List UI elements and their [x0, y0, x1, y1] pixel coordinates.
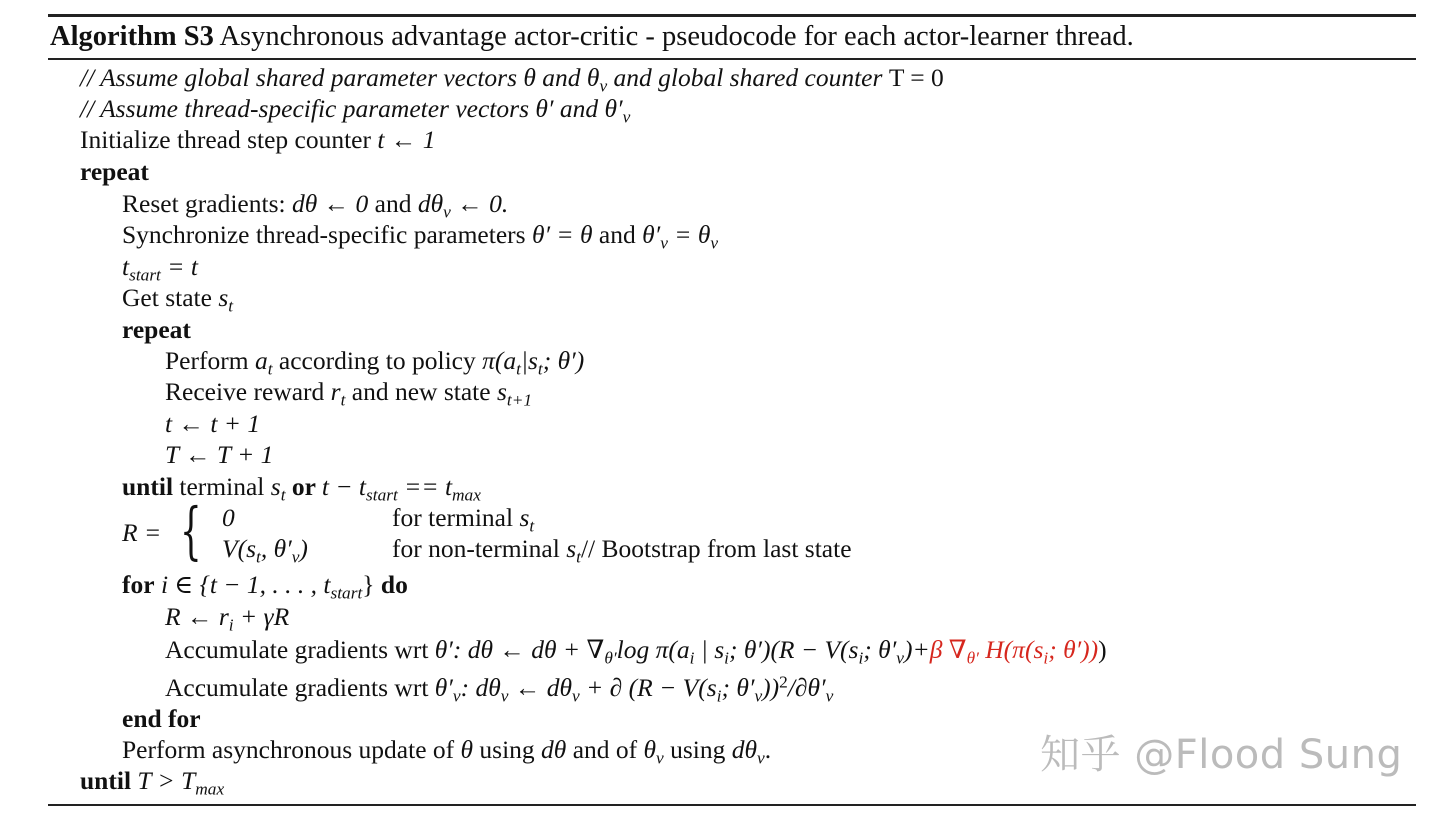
- top-rule: [48, 14, 1416, 17]
- repeat-outer-keyword: repeat: [80, 157, 149, 186]
- policy-gradient-line: Accumulate gradients wrt θ′: dθ ← $d\theta + \nabla_{\theta'}\log$ $\pi(a_i$ | $s_i$; $\theta')(R - V(s_i$; $\theta'_v)+\beta$ $\nabla_{\theta'}$ $H(\pi(s_i$; θ′))): [165, 635, 1107, 668]
- case-terminal-value: 0: [222, 503, 235, 532]
- comment-thread-params: // Assume thread-specific parameter vectors θ′ and $\theta'_v$: [80, 94, 631, 127]
- return-update-line: R ← $r_i + \gamma R$: [165, 602, 290, 635]
- sync-params-line: Synchronize thread-specific parameters θ′ = θ and $\theta'_v = \theta_v$: [122, 220, 719, 253]
- caption-rule: [48, 58, 1416, 60]
- case-nonterminal-value: $V(s_t$, $\theta'_v$): [222, 534, 308, 567]
- increment-T-line: T ← T + 1: [165, 440, 274, 469]
- value-gradient-line: Accumulate gradients wrt $\theta'_v$: $d\theta_v$ ← $d\theta_v$ + ∂ ($R - V(s_i$; $\theta'_v))^2/\partial\theta'_v$: [165, 672, 834, 706]
- tstart-assign-line: $t_{start} = t$: [122, 252, 198, 285]
- algorithm-caption: [50, 18, 1134, 56]
- end-for-keyword: end for: [122, 704, 201, 733]
- bottom-rule: [48, 804, 1416, 806]
- until-tmax-line: until $T > T_{max}$: [80, 766, 225, 799]
- case-terminal-condition: for terminal $s_t$: [392, 503, 535, 536]
- receive-reward-line: Receive reward $r_t$ and new state $s_{t+1}$: [165, 377, 533, 410]
- get-state-line: Get state $s_t$: [122, 283, 234, 316]
- case-nonterminal-condition: for non-terminal $s_t//$ Bootstrap from last state: [392, 534, 852, 567]
- reset-gradients-line: Reset gradients: dθ ← 0 and $d\theta_v$ ← 0.: [122, 189, 509, 222]
- return-lhs: R =: [122, 518, 162, 547]
- until-terminal-line: until terminal $s_t$ or $t - t_{start} == t_{max}$: [122, 472, 481, 505]
- async-update-line: Perform asynchronous update of θ using dθ and of $\theta_v$ using $d\theta_v$.: [122, 735, 772, 768]
- init-step-counter: Initialize thread step counter t ← 1: [80, 125, 436, 154]
- entropy-term: β $\nabla_{\theta'}$ $H(\pi(s_i$; θ′)): [929, 635, 1099, 668]
- increment-t-line: t ← t + 1: [165, 409, 261, 438]
- cases-brace: {: [180, 494, 202, 567]
- algorithm-title: Asynchronous advantage actor-critic - pseudocode for each actor-learner thread.: [219, 21, 1134, 52]
- comment-global-params: // Assume global shared parameter vectors θ and $\theta_v$ and global shared counter T = 0: [80, 63, 944, 96]
- repeat-inner-keyword: repeat: [122, 315, 191, 344]
- watermark: 知乎 @Flood Sung: [1040, 732, 1403, 778]
- for-loop-line: for i ∈ {t − 1, . . . , $t_{start}$} do: [122, 570, 408, 603]
- algorithm-label: Algorithm S3: [50, 21, 214, 52]
- perform-action-line: Perform $a_t$ according to policy $\pi(a_t|s_t$; θ′): [165, 346, 585, 379]
